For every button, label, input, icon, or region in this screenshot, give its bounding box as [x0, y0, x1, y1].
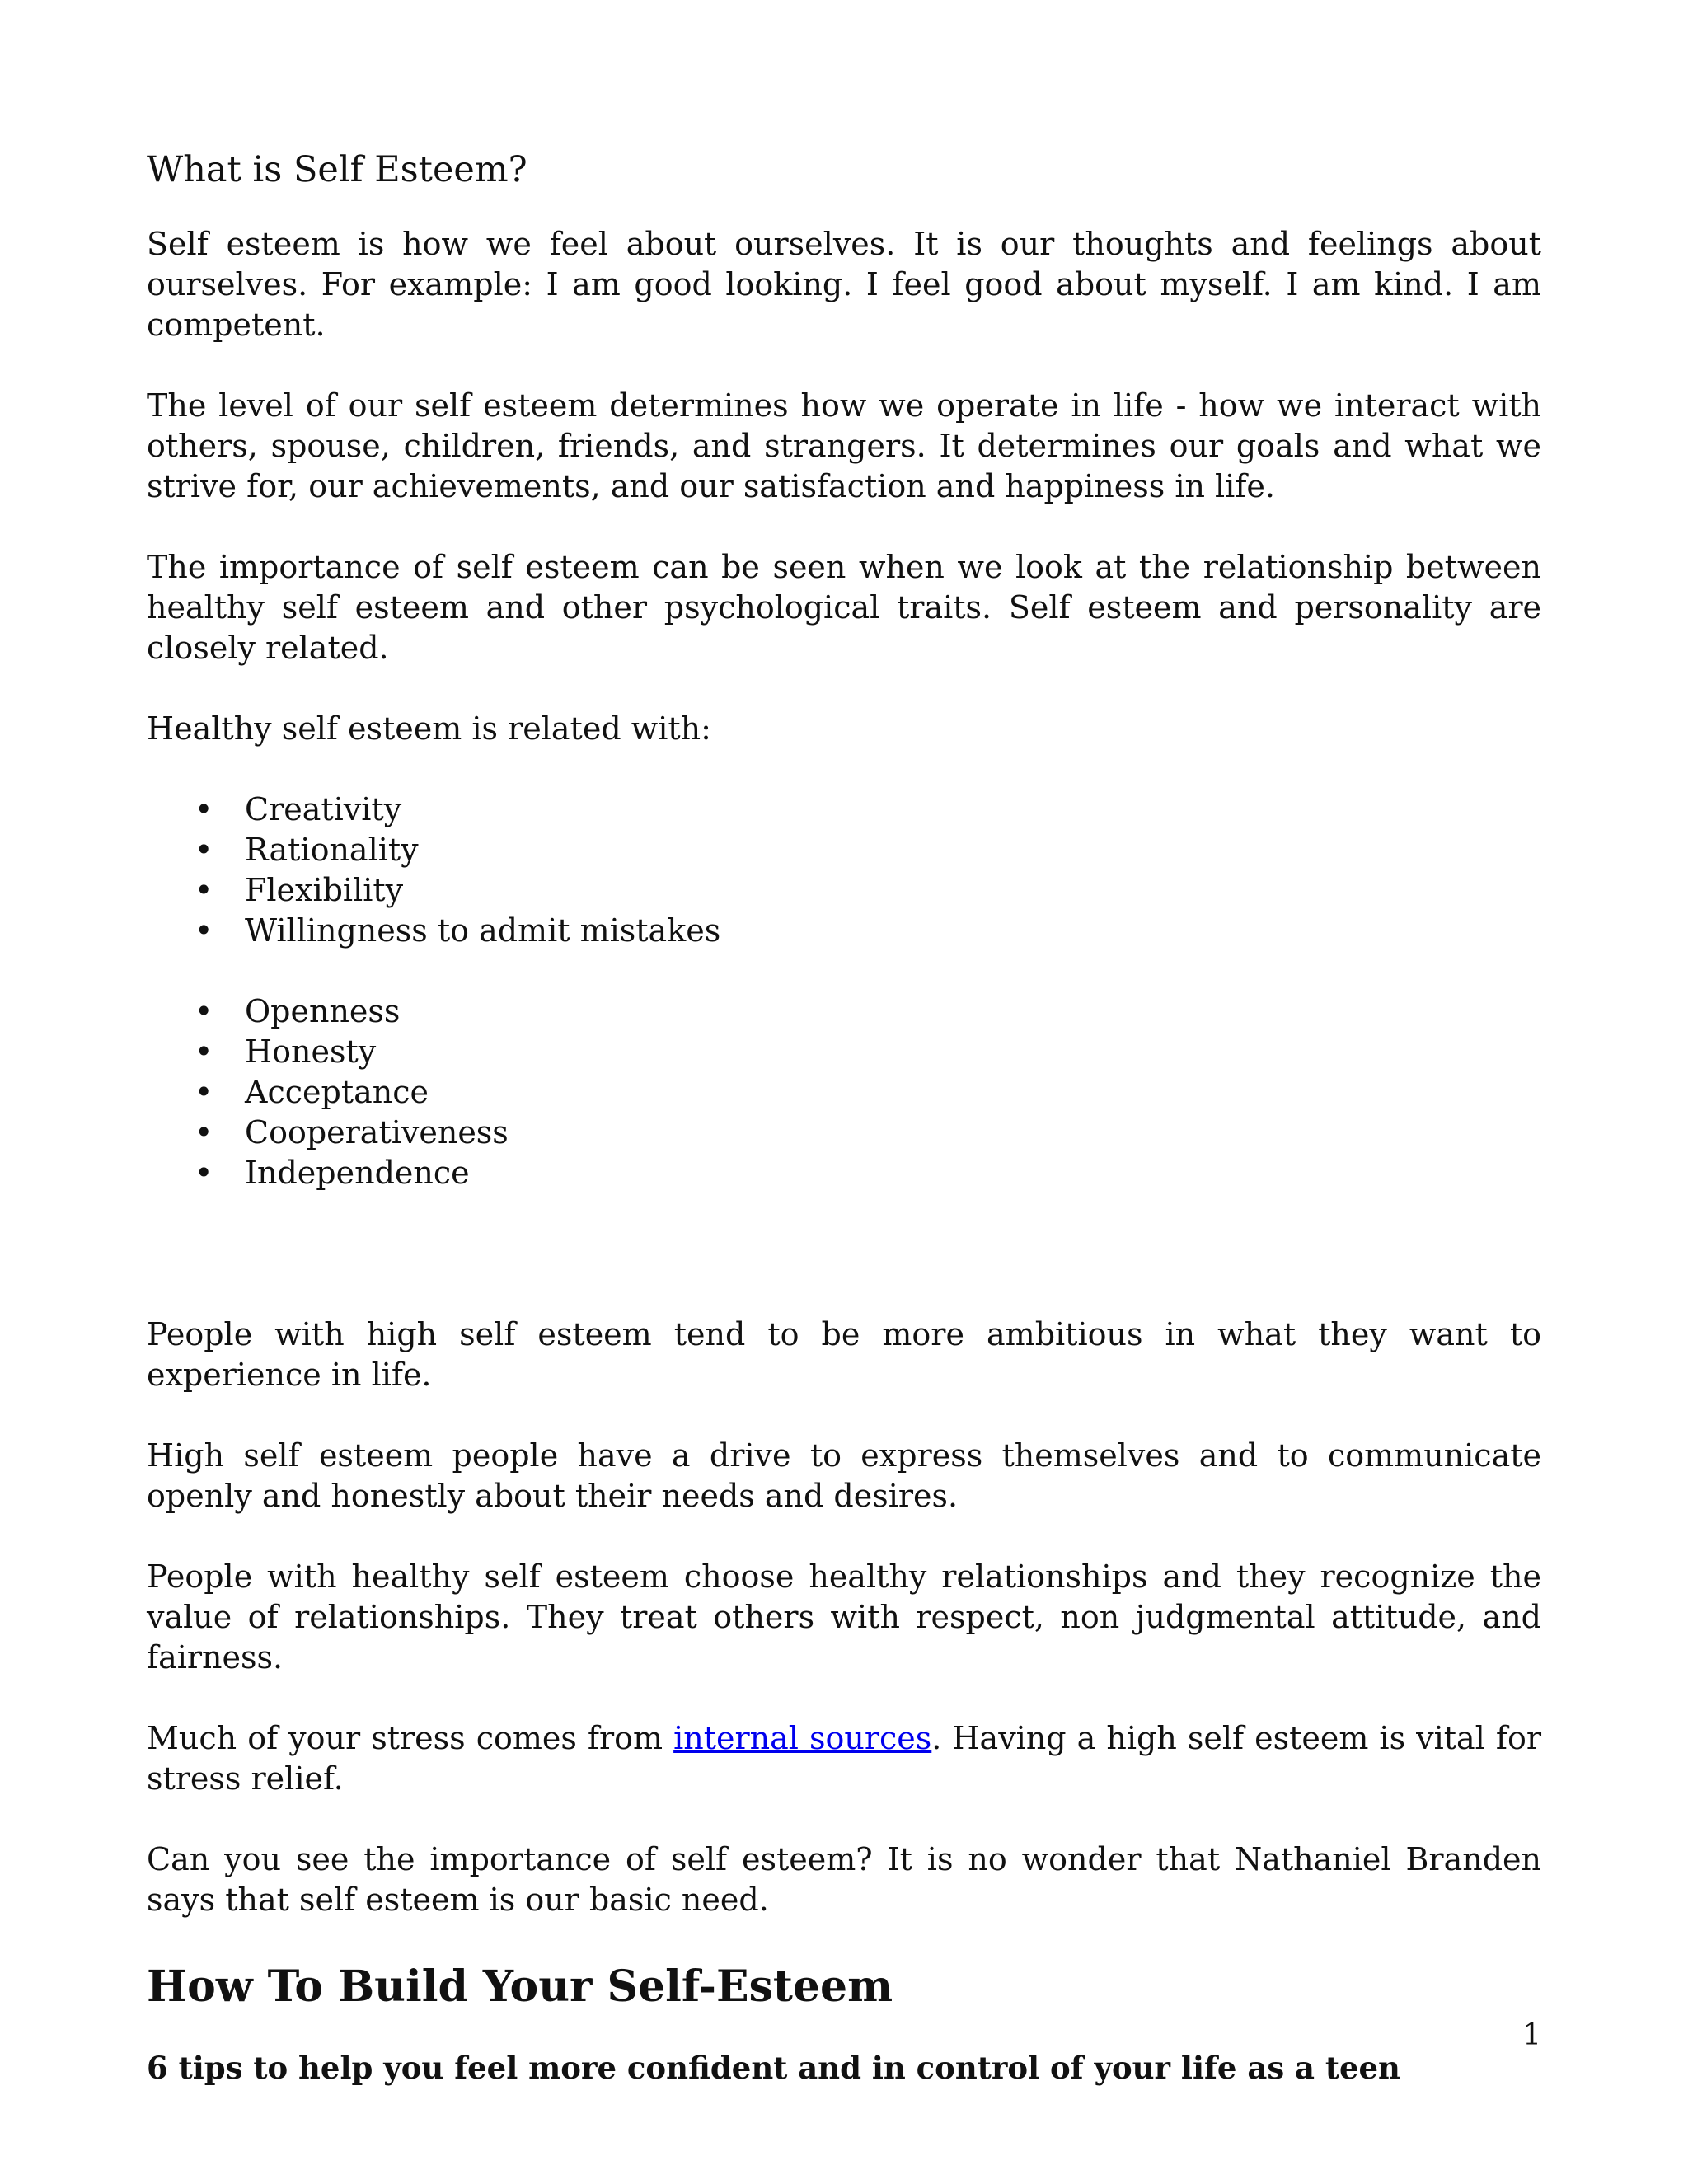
list-item	[147, 790, 1541, 830]
bullet-icon: •	[195, 832, 213, 868]
list-item	[147, 870, 1541, 911]
page-number: 1	[1522, 2018, 1541, 2052]
list-item	[147, 1072, 1541, 1113]
list-item	[147, 830, 1541, 870]
traits-list-1	[147, 790, 1541, 951]
bullet-icon: •	[195, 912, 213, 949]
body-paragraph-closing: Can you see the importance of self esteem? It is no wonder that Nathaniel Branden says that self esteem is our basic need.	[147, 1841, 1541, 1918]
bullet-icon: •	[195, 791, 213, 827]
internal-sources-link[interactable]: internal sources	[673, 1720, 932, 1756]
intro-paragraph-3: The importance of self esteem can be seen when we look at the relationship between healthy self esteem and other psychological traits. Self esteem and personality are closely related.	[147, 549, 1541, 666]
bullet-icon: •	[195, 1033, 213, 1070]
list-item-text: Cooperativeness	[245, 1114, 509, 1151]
document-body	[147, 147, 1541, 2088]
bullet-icon: •	[195, 872, 213, 908]
body-paragraph-ambition: People with high self esteem tend to be more ambitious in what they want to experience in life.	[147, 1316, 1541, 1393]
list-item-text: Acceptance	[245, 1074, 429, 1110]
bullet-icon: •	[195, 1074, 213, 1110]
list-intro: Healthy self esteem is related with:	[147, 710, 711, 747]
bullet-icon: •	[195, 993, 213, 1029]
section-spacer	[147, 1234, 1541, 1315]
stress-text-before: Much of your stress comes from	[147, 1720, 674, 1756]
section-heading: How To Build Your Self-Esteem	[147, 1961, 893, 2012]
body-paragraph-relationships: People with healthy self esteem choose healthy relationships and they recognize the value of relationships. They treat others with respect, non judgmental attitude, and fairness.	[147, 1558, 1541, 1675]
section-subheading: 6 tips to help you feel more confident and in control of your life as a teen	[147, 2050, 1400, 2086]
bullet-icon: •	[195, 1114, 213, 1151]
body-paragraph-expression: High self esteem people have a drive to express themselves and to communicate openly and honestly about their needs and desires.	[147, 1437, 1541, 1514]
list-item-text: Willingness to admit mistakes	[245, 912, 721, 949]
stress-text-after: . Having a high self esteem is vital for stress relief.	[147, 1720, 1541, 1797]
list-item	[147, 1153, 1541, 1193]
list-item	[147, 1113, 1541, 1153]
list-item	[147, 911, 1541, 951]
intro-paragraph-2: The level of our self esteem determines how we operate in life - how we interact with others, spouse, children, friends, and strangers. It determines our goals and what we strive for, our achievements, and our satisfaction and happiness in life.	[147, 387, 1541, 504]
body-paragraph-stress	[147, 1718, 1541, 1799]
list-item	[147, 1032, 1541, 1072]
list-item-text: Openness	[245, 993, 401, 1029]
page-title: What is Self Esteem?	[147, 149, 528, 190]
list-item-text: Independence	[245, 1155, 470, 1191]
list-item-text: Creativity	[245, 791, 402, 827]
list-item-text: Flexibility	[245, 872, 404, 908]
list-item	[147, 991, 1541, 1032]
list-item-text: Honesty	[245, 1033, 377, 1070]
bullet-icon: •	[195, 1155, 213, 1191]
intro-paragraph-1: Self esteem is how we feel about ourselves. It is our thoughts and feelings about ourselves. For example: I am good looking. I feel good about myself. I am kind. I am competent.	[147, 226, 1541, 343]
traits-list-2	[147, 991, 1541, 1193]
list-item-text: Rationality	[245, 832, 419, 868]
